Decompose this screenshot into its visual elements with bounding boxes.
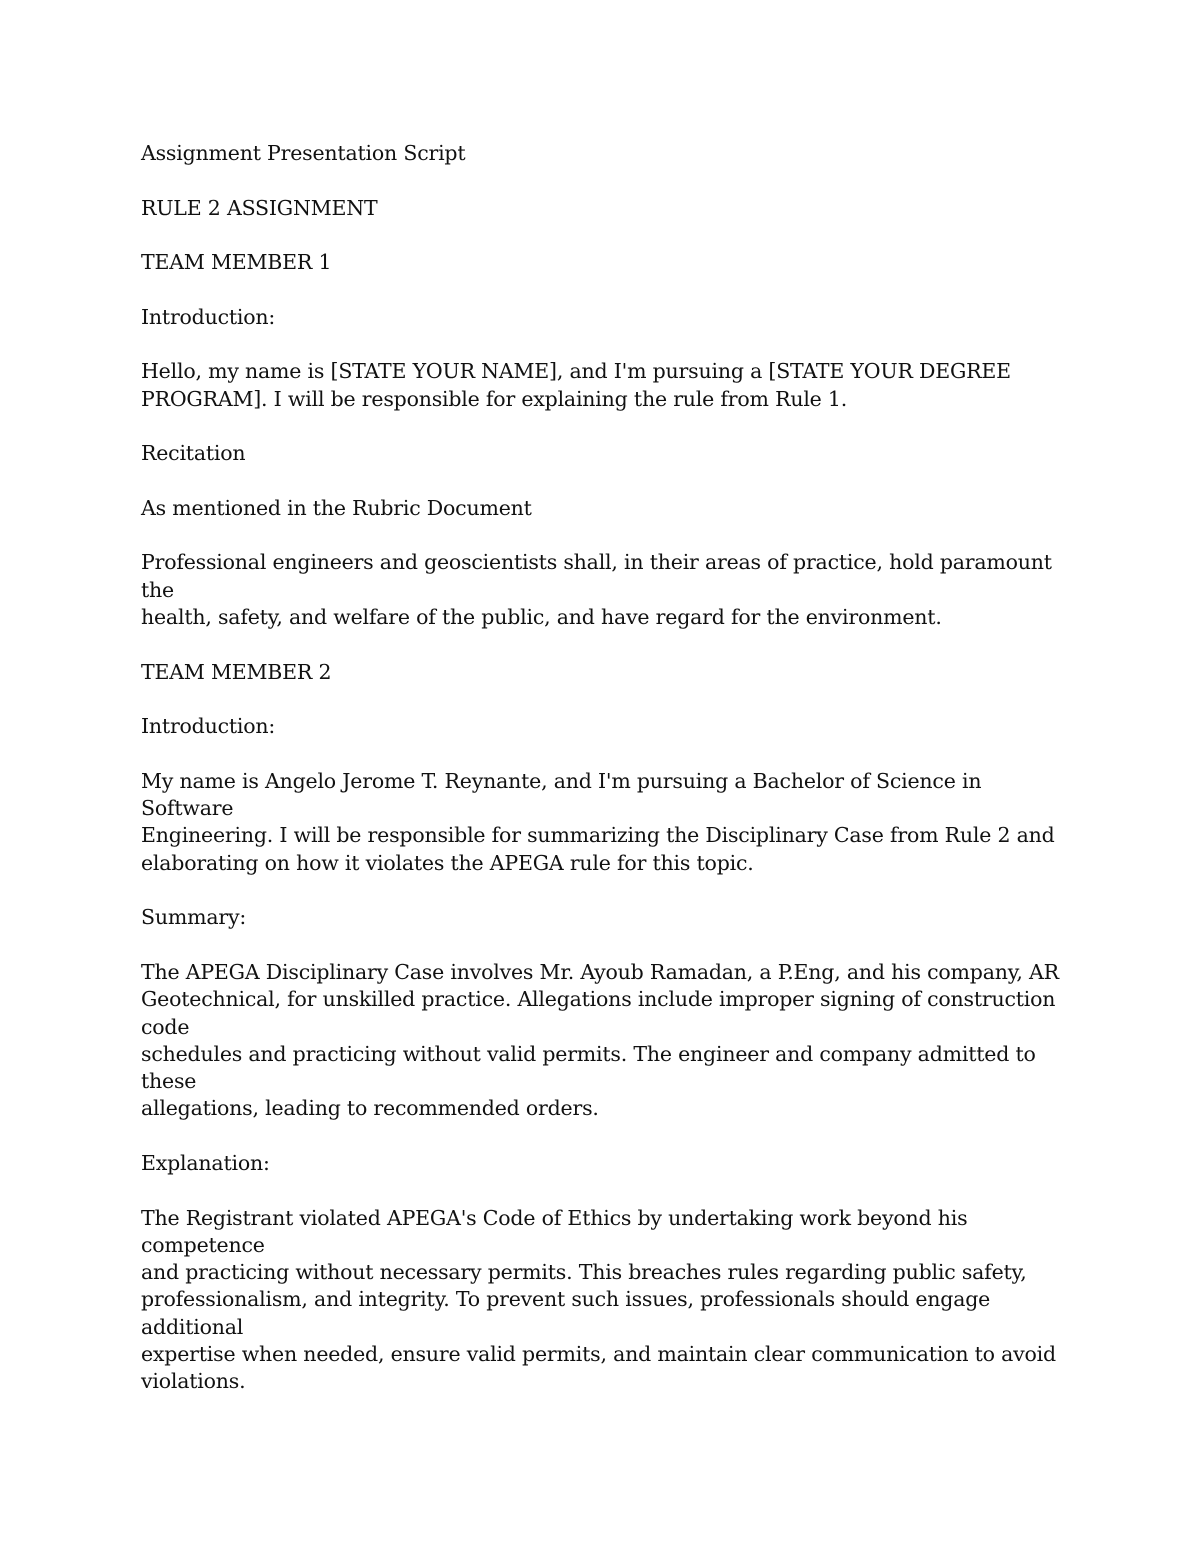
team-member-1-label: TEAM MEMBER 1 (141, 250, 332, 275)
member1-intro-label: Introduction: (141, 304, 276, 329)
explanation-label: Explanation: (141, 1150, 270, 1175)
recitation-text: Professional engineers and geoscientists shall, in their areas of practice, hold paramount the health, safety, and welfare of the public, and have regard for the environment. (141, 550, 1052, 630)
team-member-2-label: TEAM MEMBER 2 (141, 659, 332, 684)
recitation-label: Recitation (141, 441, 246, 466)
document-title: Assignment Presentation Script (141, 141, 466, 165)
member1-intro-text: Hello, my name is [STATE YOUR NAME], and I'm pursuing a [STATE YOUR DEGREE PROGRAM]. I will be responsible for explaining the rule from Rule 1. (141, 359, 1011, 411)
member2-intro-label: Introduction: (141, 714, 276, 739)
explanation-text: The Registrant violated APEGA's Code of Ethics by undertaking work beyond his competence and practicing without necessary permits. This breaches rules regarding public safety, professionalism, and integrity. To prevent such issues, professionals should engage additional expertise when needed, ensure valid permits, and maintain clear communication to avoid violations. (141, 1205, 1056, 1394)
summary-text: The APEGA Disciplinary Case involves Mr. Ayoub Ramadan, a P.Eng, and his company, AR Geotechnical, for unskilled practice. Allegations include improper signing of construction code schedules and practicing without valid permits. The engineer and company admitted to these allegations, leading to recommended orders. (141, 959, 1059, 1121)
document-body (141, 140, 1061, 1423)
assignment-heading: RULE 2 ASSIGNMENT (141, 195, 378, 220)
recitation-note: As mentioned in the Rubric Document (141, 495, 532, 520)
member2-intro-text: My name is Angelo Jerome T. Reynante, and I'm pursuing a Bachelor of Science in Software Engineering. I will be responsible for summarizing the Disciplinary Case from Rule 2 and elaborating on how it violates the APEGA rule for this topic. (141, 768, 1055, 875)
summary-label: Summary: (141, 905, 247, 930)
